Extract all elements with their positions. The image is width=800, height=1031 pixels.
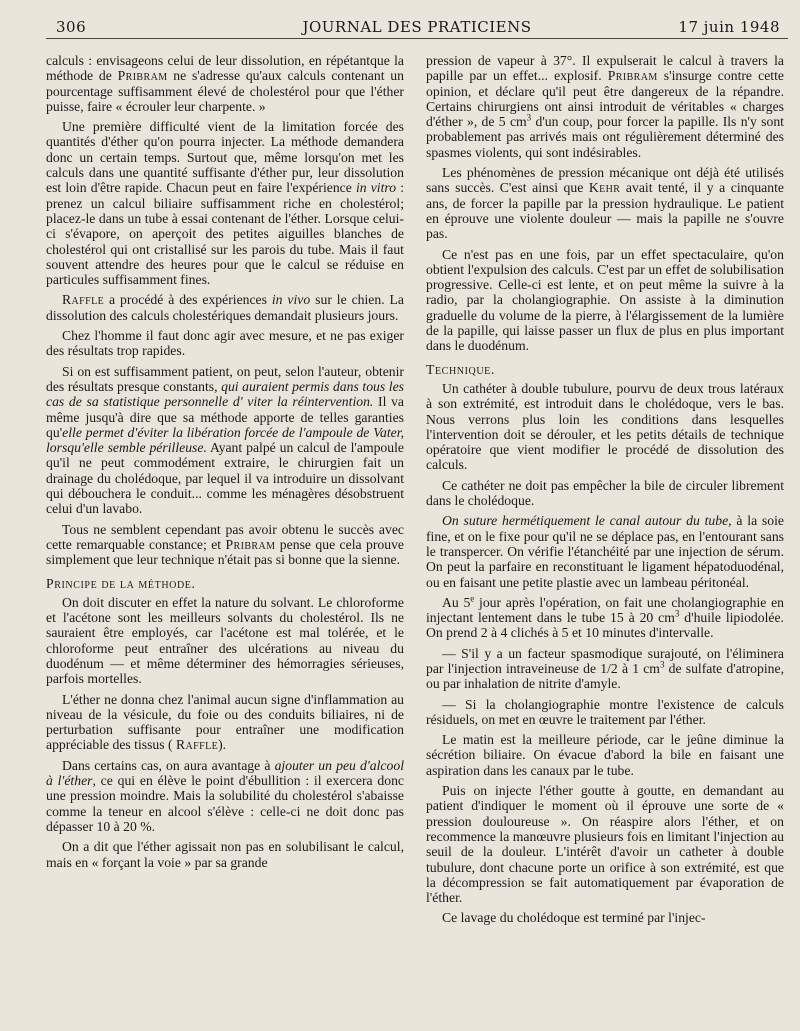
paragraph: Une première difficulté vient de la limitation forcée des quantités d'éther qu'on pourra injecter. La méthode demandera donc un certain temps. Surtout que, même lorsqu'on met les calculs dans une quantité suffisante d'éther pur, leur dissolution est loin d'être rapide. Chacun peut en faire l'expérience in vitro : prenez un calcul biliaire suffisamment riche en cholestérol; placez-le dans un tube à essai contenant de l'éther. Lorsque celui-ci s'évapore, on aperçoit des petites aiguilles blanches de cholestérol qui ont cristallisé sur les parois du tube. Mais il faut souvent attendre des heures pour que le calcul se réduise en particules suffisamment fines.	[46, 119, 405, 288]
author-name: Pribram	[225, 536, 276, 552]
paragraph: Ce cathéter ne doit pas empêcher la bile de circuler librement dans le cholédoque.	[426, 477, 784, 509]
author-name: Raffle	[62, 292, 105, 308]
paragraph: Les phénomènes de pression mécanique ont déjà été utilisés sans succès. C'est ainsi que Kehr avait tenté, il y a cinquante ans, de forcer la papille par la pression hydraulique. Le patient en éprouve une violente douleur — mais la papille ne s'ouvre pas.	[426, 165, 784, 242]
paragraph: Un cathéter à double tubulure, pourvu de deux trous latéraux à son extrémité, est introduit dans le cholédoque, vers le bas. Nous verrons plus loin les conditions dans lesquelles l'intervention doit se dérouler, et les petits détails de technique opératoire que vient modifier le procédé de dissolution des calculs.	[426, 380, 784, 473]
paragraph: pression de vapeur à 37°. Il expulserait le calcul à travers la papille par un effet... explosif. Pribram s'insurge contre cette opinion, et déclare qu'il peut être dangereux de la répandre. Certains chirurgiens ont ainsi introduit de véritables « charges d'éther », de 5 $cm^3$ d'un coup, pour forcer la papille. Ils n'y sont probablement pas arrivés mais ont régulièrement déterminé des spasmes violents, qui sont indésirables.	[426, 53, 784, 160]
author-name: Kehr	[588, 180, 621, 196]
paragraph: Dans certains cas, on aura avantage à ajouter un peu d'alcool à l'éther, ce qui en élève le point d'ébullition : il exercera donc une pression moindre. Mais la solubilité du cholestérol s'abaisse comme la teneur en alcool s'élève : celle-ci ne doit donc pas dépasser 10 à 20 %.	[46, 757, 404, 834]
paragraph: On a dit que l'éther agissait non pas en solubilisant le calcul, mais en « forçant la voie » par sa grande	[46, 839, 404, 870]
paragraph: Ce lavage du cholédoque est terminé par l'injec-	[442, 910, 706, 926]
section-heading: Principe de la méthode.	[46, 575, 196, 591]
paragraph: Le matin est la meilleure période, car le jeûne diminue la sécrétion biliaire. On évacue d'abord la bile en faisant une aspiration dans les canaux par le tube.	[426, 732, 784, 778]
section-heading: Technique.	[426, 361, 495, 377]
paragraph: Si on est suffisamment patient, on peut, selon l'auteur, obtenir des résultats presque constants, qui auraient permis dans tous les cas de sa statistique personnelle d' viter la réintervention. Il va même jusqu'à dire que sa méthode apporte de telles garanties qu'elle permet d'éviter la libération forcée de l'ampoule de Vater, lorsqu'elle semble périlleuse. Ayant palpé un calcul de l'ampoule qu'il ne peut commodément extraire, le chirurgien fait un drainage du cholédoque, par lequel il va introduire un dissolvant qui débouchera le conduit... comme les ménagères désobstruent celui d'un lavabo.	[46, 363, 405, 517]
paragraph: Puis on injecte l'éther goutte à goutte, en demandant au patient d'indiquer le moment où il éprouve une sorte de « pression douloureuse ». On réaspire alors l'éther, et on recommence la manœuvre plusieurs fois en limitant l'injection au seuil de la douleur. L'intérêt d'avoir un catheter à double tubulure, dont chacune porte un orifice à son extrémité, est que la décompression se fait automatiquement par évaporation de l'éther.	[426, 783, 784, 906]
author-name: Pribram	[117, 68, 168, 84]
paragraph: Au 5e jour après l'opération, on fait une cholangiographie en injectant lentement dans le tube 15 à 20 $cm^3$ d'huile lipiodolée. On prend 2 à 4 clichés à 5 et 10 minutes d'intervalle.	[426, 593, 784, 641]
paragraph: — S'il y a un facteur spasmodique surajouté, on l'éliminera par l'injection intraveineuse de 1/2 à 1 $cm^3$ de sulfate d'atropine, ou par inhalation de nitrite d'amyle.	[426, 645, 784, 692]
paragraph: calculs : envisageons celui de leur dissolution, en répétantque la méthode de Pribram ne s'adresse qu'aux calculs contenant un pourcentage suffisamment élevé de cholestérol pour que l'éther puisse, faire « écrouler leur charpente. »	[46, 53, 404, 114]
paragraph: Ce n'est pas en une fois, par un effet spectaculaire, qu'on obtient l'expulsion des calculs. C'est par un effet de solubilisation progressive. Celle-ci est lente, et on peut même la suivre à la radio, par la cholangiographie. On assiste à la diminution graduelle du volume de la pierre, à l'élargissement de la lumière de la papille, qui laisse passer un flux de plus en plus important dans le duodénum.	[426, 246, 784, 354]
author-name: Raffle	[176, 737, 219, 753]
paragraph: Tous ne semblent cependant pas avoir obtenu le succès avec cette remarquable constance; et Pribram pense que cela prouve simplement que leur technique n'était pas si bonne que la sienne.	[46, 521, 404, 568]
right-column	[426, 53, 784, 931]
running-header	[46, 10, 788, 39]
journal-title: JOURNAL DES PRATICIENS	[302, 18, 532, 36]
paragraph: — Si la cholangiographie montre l'existence de calculs résiduels, on met en œuvre le traitement par l'éther.	[426, 696, 784, 727]
page-number: 306	[56, 18, 87, 36]
paragraph: On suture hermétiquement le canal autour du tube, à la soie fine, et on le fixe pour qu'il ne se déplace pas, en l'entourant sans le transpercer. On vérifie l'étanchéité par une injection de sérum. On peut la parfaire en reconstituant le ligament hépatoduodénal, ou en faisant une petite plastie avec un lambeau péritonéal.	[426, 513, 784, 590]
paragraph: L'éther ne donna chez l'animal aucun signe d'inflammation au niveau de la vésicule, du foie ou des conduits biliaires, ni de perturbation suffisante pour entraîner une modification appréciable des tissus ( Raffle).	[46, 691, 404, 753]
left-column	[46, 53, 404, 931]
paragraph: On doit discuter en effet la nature du solvant. Le chloroforme et l'acétone sont les meilleurs solvants du cholestérol. Ils ne sauraient être employés, car l'acétone est mal tolérée, et le chloroforme peut entraîner des ulcérations au niveau du duodénum — et même déterminer des hémorragies sérieuses, parfois mortelles.	[46, 594, 404, 687]
paragraph: Chez l'homme il faut donc agir avec mesure, et ne pas exiger des résultats trop rapides.	[46, 328, 404, 359]
author-name: Pribram	[607, 68, 658, 84]
issue-date: 17 juin 1948	[678, 18, 780, 36]
paragraph: Raffle a procédé à des expériences in vivo sur le chien. La dissolution des calculs cholestériques demandait plusieurs jours.	[46, 292, 404, 323]
article-body	[46, 53, 788, 931]
